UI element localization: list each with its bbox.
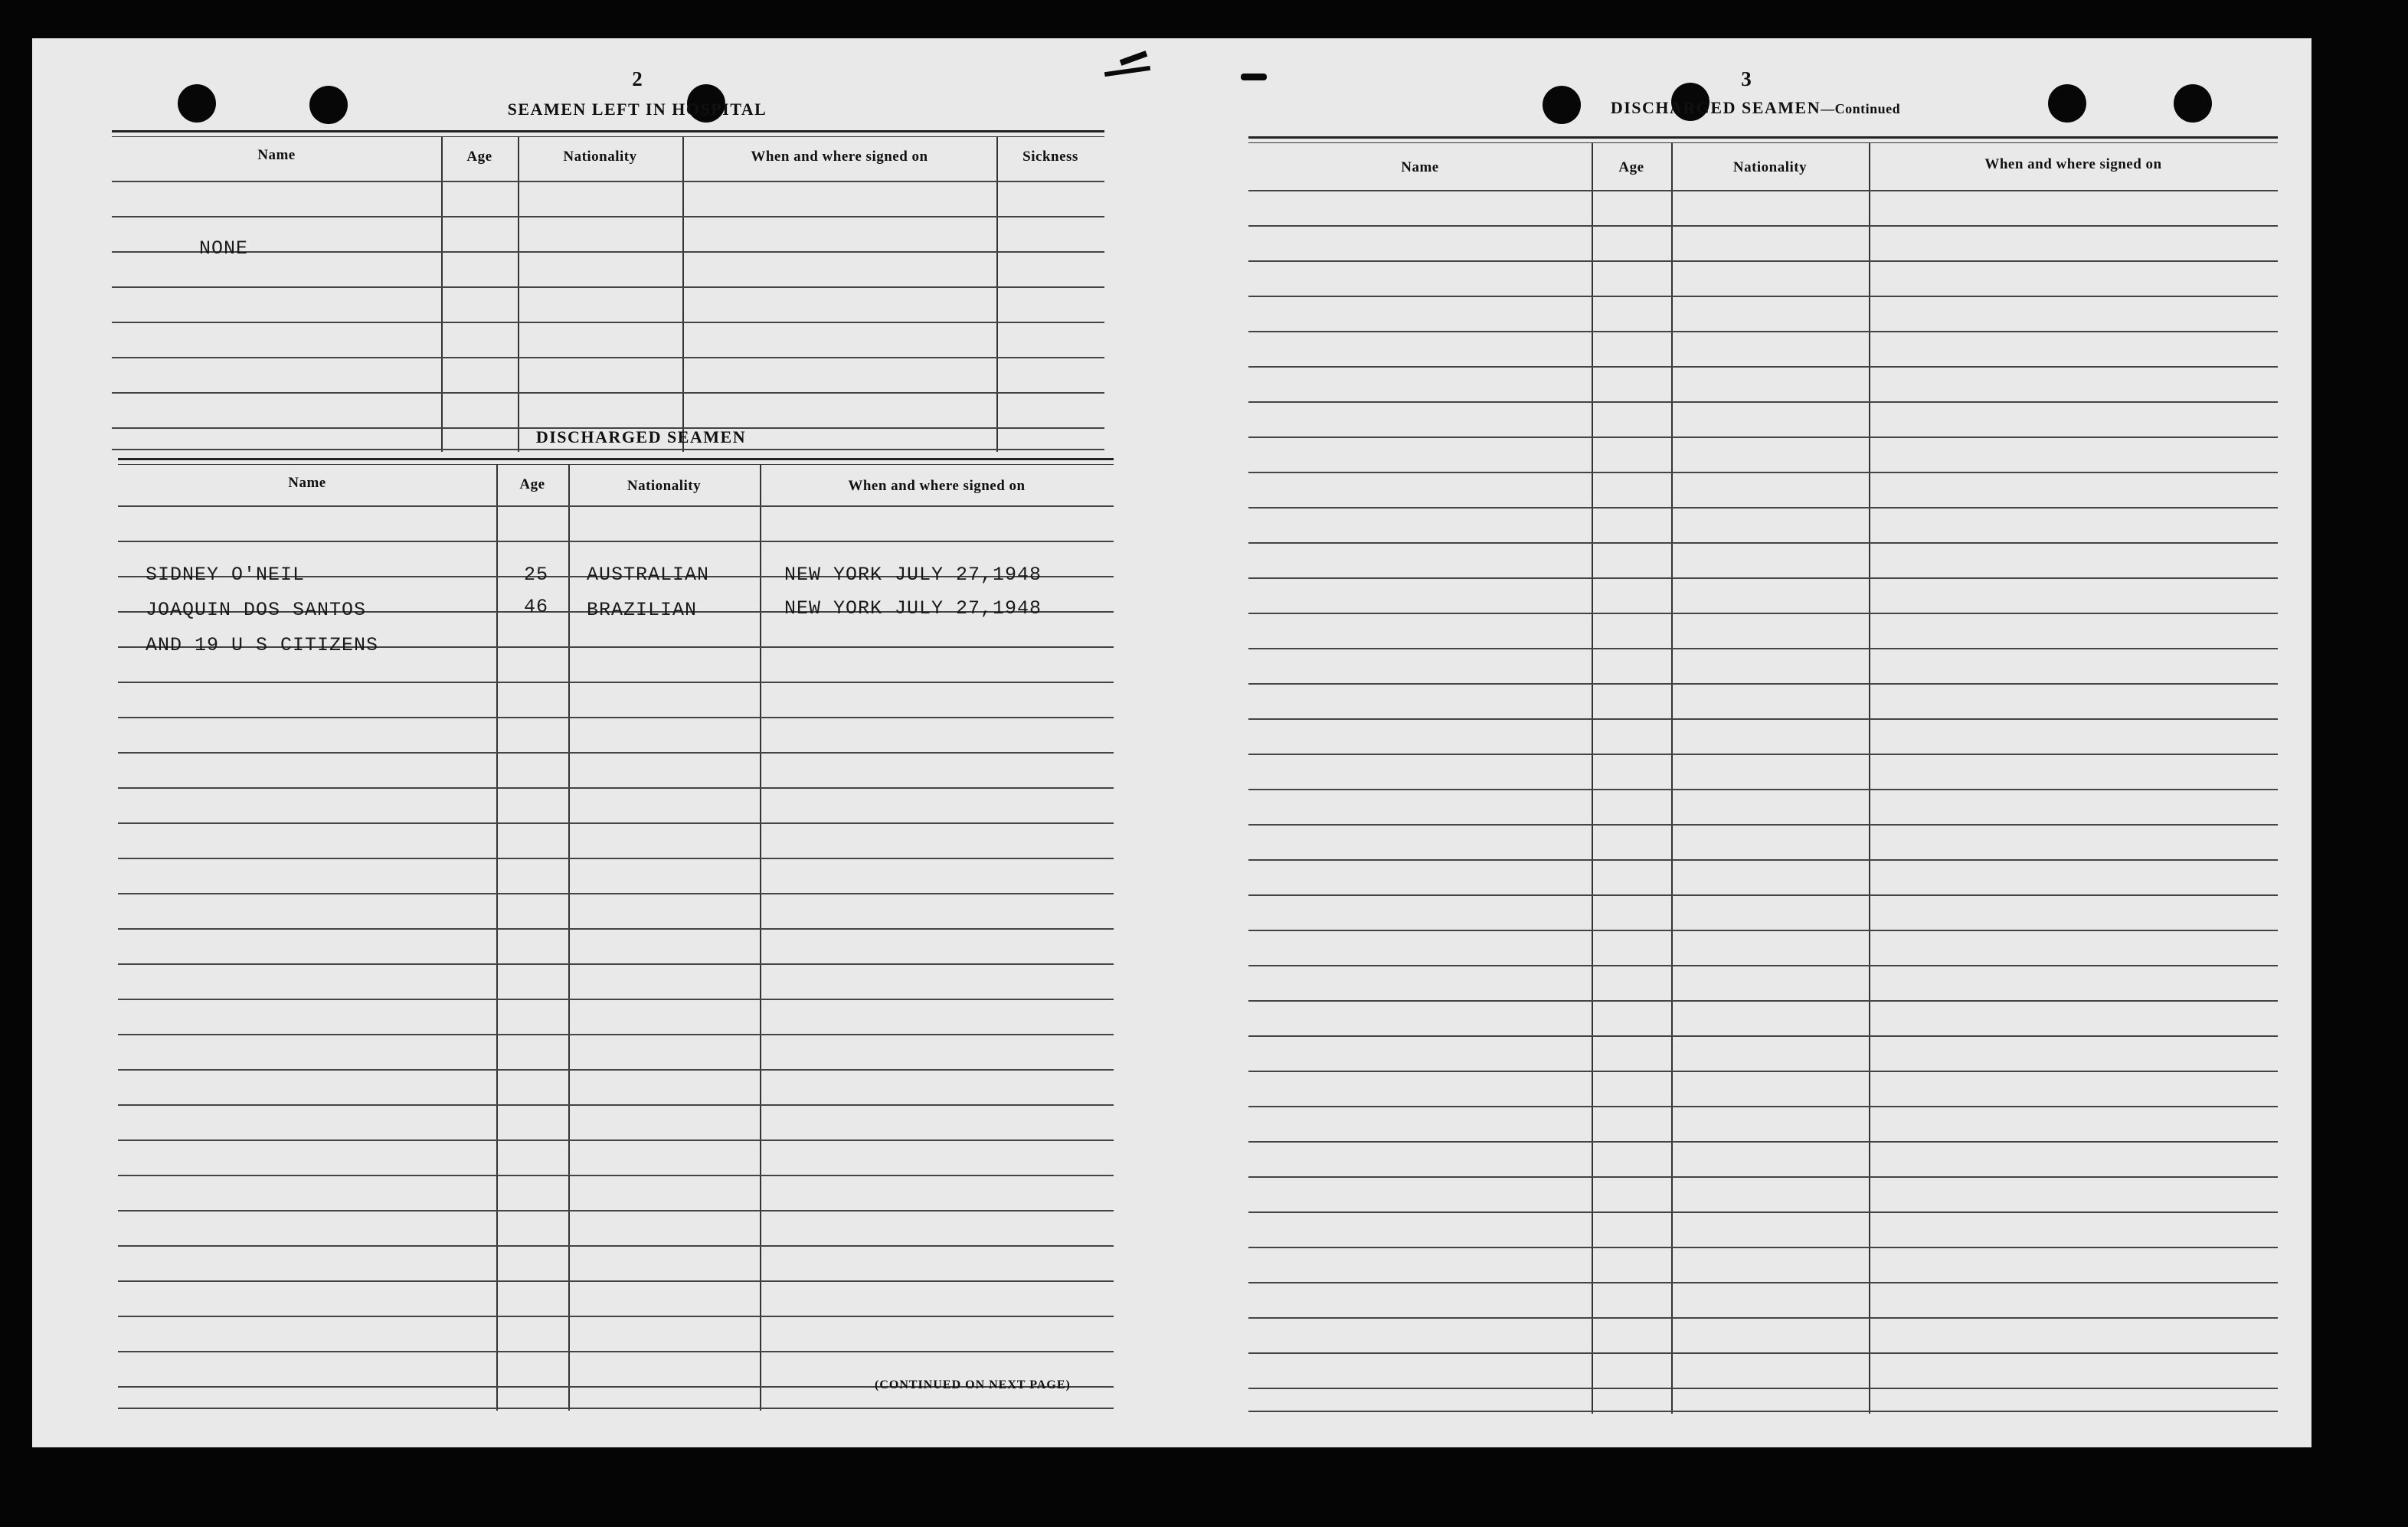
table-cell-name: NONE <box>199 237 249 260</box>
table-cell-age: 46 <box>524 596 549 618</box>
table-cell-signed-on: NEW YORK JULY 27,1948 <box>784 597 1042 620</box>
column-header-name: Name <box>288 475 326 491</box>
column-header-name: Name <box>257 147 296 163</box>
column-header-signed-on: When and where signed on <box>1984 156 2162 172</box>
column-header-sickness: Sickness <box>1022 149 1078 165</box>
section-title-discharged-continued <box>1549 98 1962 118</box>
table-cell-name: JOAQUIN DOS SANTOS <box>146 599 367 621</box>
page-number: 3 <box>1741 67 1752 90</box>
page-number: 2 <box>632 67 643 90</box>
hospital-table <box>112 130 1104 452</box>
section-title-discharged: DISCHARGED SEAMEN <box>535 427 747 446</box>
table-cell-signed-on: NEW YORK JULY 27,1948 <box>784 564 1042 586</box>
punch-hole <box>309 86 348 124</box>
column-header-nationality: Nationality <box>563 149 637 165</box>
column-header-age: Age <box>466 149 492 165</box>
continued-label: —Continued <box>1821 101 1901 116</box>
column-header-signed-on: When and where signed on <box>751 149 928 165</box>
table-cell-nationality: AUSTRALIAN <box>587 564 710 586</box>
column-header-nationality: Nationality <box>627 478 702 494</box>
ink-mark <box>1241 74 1267 80</box>
discharged-table <box>118 458 1114 1411</box>
column-header-age: Age <box>519 476 545 492</box>
continued-note: (CONTINUED ON NEXT PAGE) <box>875 1378 1071 1391</box>
table-cell-nationality: BRAZILIAN <box>587 599 698 621</box>
punch-hole <box>2048 84 2086 123</box>
discharged-continued-table <box>1248 136 2278 1415</box>
table-cell-name: AND 19 U S CITIZENS <box>146 634 379 656</box>
column-header-age: Age <box>1618 159 1644 175</box>
section-title-hospital: SEAMEN LEFT IN HOSPITAL <box>507 100 767 119</box>
column-header-nationality: Nationality <box>1732 159 1808 175</box>
table-cell-age: 25 <box>524 564 549 586</box>
punch-hole <box>178 84 216 123</box>
ink-mark <box>1104 66 1150 77</box>
section-title-text: DISCHARGED SEAMEN <box>1610 98 1821 117</box>
document-sheet <box>32 38 2311 1447</box>
punch-hole <box>2174 84 2212 123</box>
table-cell-name: SIDNEY O'NEIL <box>146 564 306 586</box>
column-header-name: Name <box>1401 159 1439 175</box>
ink-mark <box>1120 51 1148 66</box>
column-header-signed-on: When and where signed on <box>848 478 1026 494</box>
